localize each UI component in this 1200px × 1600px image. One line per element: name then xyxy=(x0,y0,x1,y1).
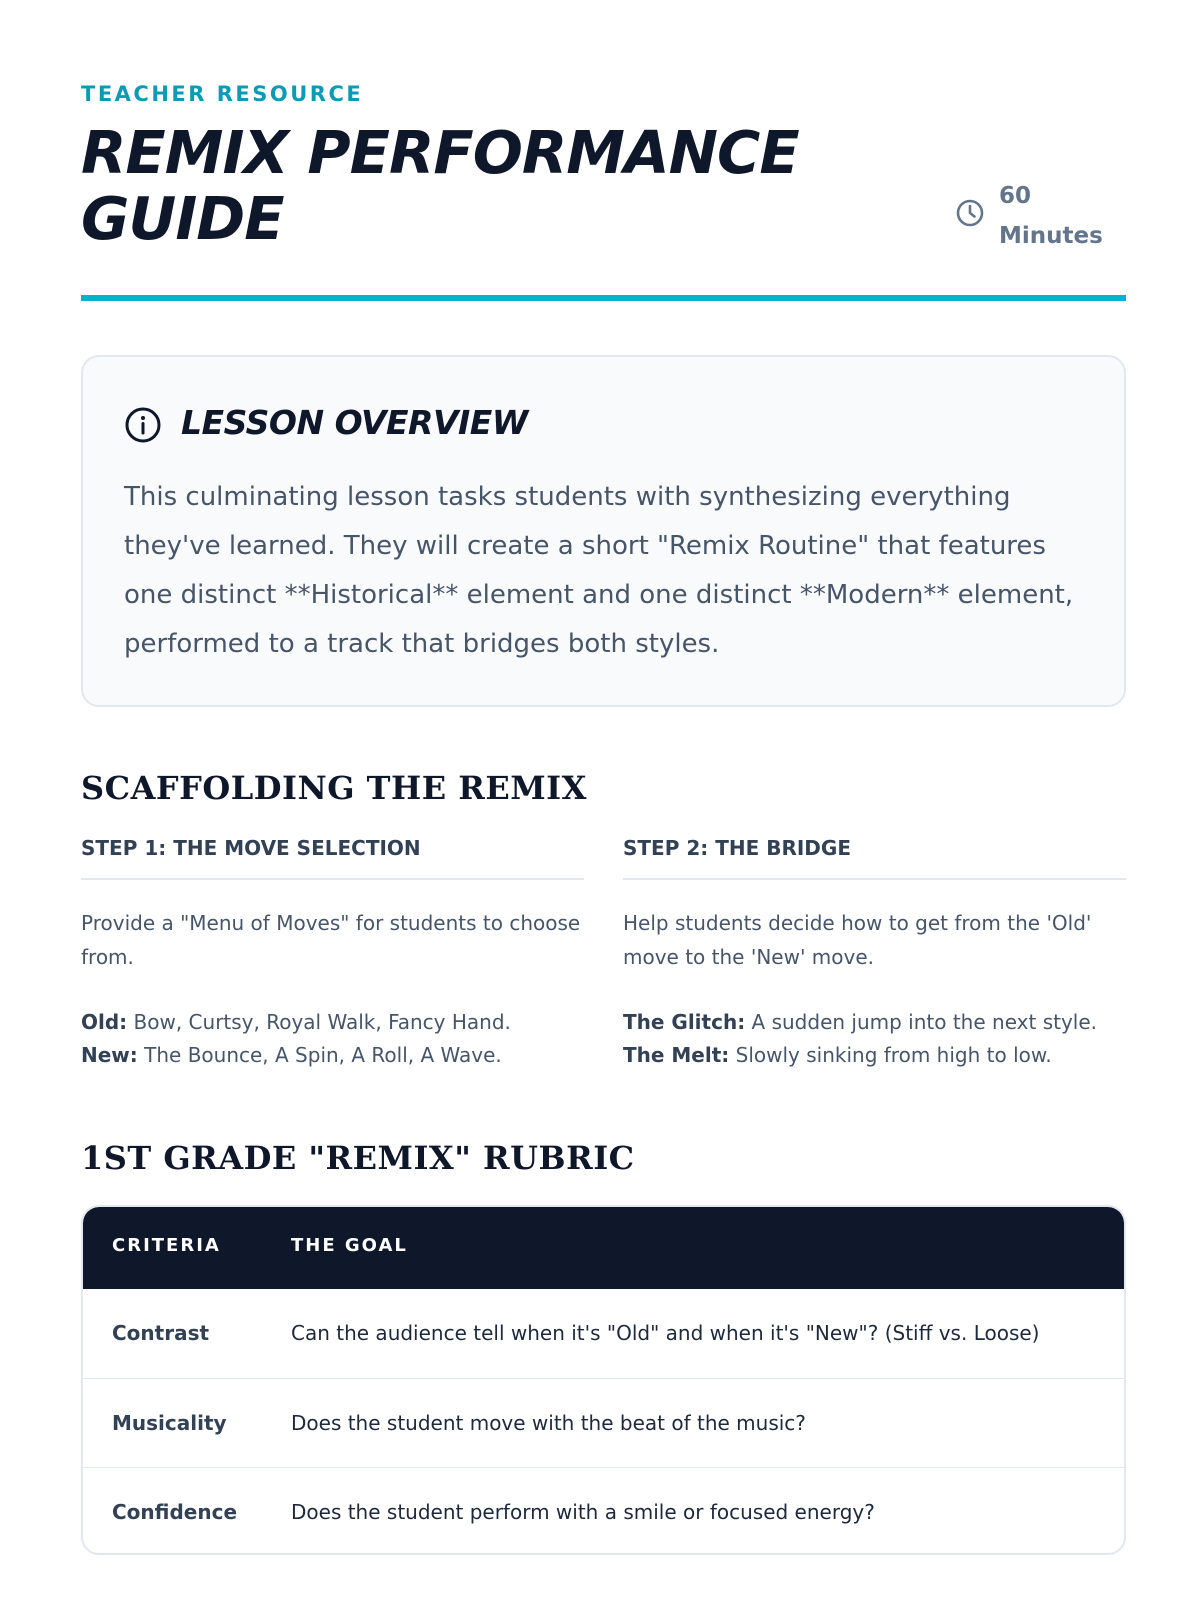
old-label: Old: xyxy=(81,1010,128,1034)
duration-text xyxy=(999,176,1119,256)
step-2-card xyxy=(623,834,1126,1072)
column-header-goal: THE GOAL xyxy=(291,1235,408,1256)
column-header-criteria: CRITERIA xyxy=(112,1235,221,1256)
header-divider xyxy=(81,295,1126,301)
step-1-card xyxy=(81,834,584,1072)
step-2-transitions xyxy=(623,1006,1126,1072)
table-body xyxy=(83,1289,1124,1555)
melt-label: The Melt: xyxy=(623,1043,730,1067)
glitch-text: A sudden jump into the next style. xyxy=(745,1010,1098,1034)
glitch-label: The Glitch: xyxy=(623,1010,746,1034)
step-1-new-moves xyxy=(81,1039,584,1072)
criteria-cell: Musicality xyxy=(112,1411,227,1435)
goal-cell: Does the student move with the beat of the music? xyxy=(291,1411,806,1435)
rubric-heading: 1ST GRADE "REMIX" RUBRIC xyxy=(81,1139,635,1177)
new-label: New: xyxy=(81,1043,138,1067)
overview-title: LESSON OVERVIEW xyxy=(181,403,528,442)
rubric-table xyxy=(81,1205,1126,1555)
step-1-title: STEP 1: THE MOVE SELECTION xyxy=(81,834,584,880)
step-1-old-moves xyxy=(81,1006,584,1039)
step-2-title: STEP 2: THE BRIDGE xyxy=(623,834,1126,880)
table-row xyxy=(83,1289,1124,1378)
page-title-line-2: GUIDE xyxy=(81,184,284,253)
overview-body: This culminating lesson tasks students with synthesizing everything they've learned. They will create a short "Remix Routine" that features one distinct **Historical** element and one distinct **Modern** element, performed to a track that bridges both styles. xyxy=(124,482,1074,659)
old-moves-text: Bow, Curtsy, Royal Walk, Fancy Hand. xyxy=(127,1010,511,1034)
goal-cell: Does the student perform with a smile or focused energy? xyxy=(291,1500,875,1524)
goal-cell: Can the audience tell when it's "Old" and when it's "New"? (Stiff vs. Loose) xyxy=(291,1321,1040,1345)
duration-value: 60 xyxy=(999,183,1032,209)
step-2-intro: Help students decide how to get from the 'Old' move to the 'New' move. xyxy=(623,911,1092,969)
new-moves-text: The Bounce, A Spin, A Roll, A Wave. xyxy=(137,1043,502,1067)
criteria-cell: Contrast xyxy=(112,1321,210,1345)
melt-text: Slowly sinking from high to low. xyxy=(729,1043,1052,1067)
step-1-intro: Provide a "Menu of Moves" for students to choose from. xyxy=(81,911,581,969)
table-row xyxy=(83,1467,1124,1555)
page-title xyxy=(81,120,921,252)
step-2-melt xyxy=(623,1039,1126,1072)
table-row xyxy=(83,1378,1124,1467)
step-1-moves xyxy=(81,1006,584,1072)
eyebrow-label: TEACHER RESOURCE xyxy=(81,82,364,106)
criteria-cell: Confidence xyxy=(112,1500,238,1524)
scaffolding-heading: SCAFFOLDING THE REMIX xyxy=(81,769,587,807)
duration-unit: Minutes xyxy=(999,223,1103,249)
page-title-line-1: REMIX PERFORMANCE xyxy=(81,118,799,187)
step-2-glitch xyxy=(623,1006,1126,1039)
duration-badge xyxy=(955,176,1115,256)
lesson-overview-card xyxy=(81,355,1126,707)
clock-icon xyxy=(955,198,985,228)
table-header xyxy=(83,1207,1124,1289)
info-circle-icon xyxy=(124,407,164,447)
